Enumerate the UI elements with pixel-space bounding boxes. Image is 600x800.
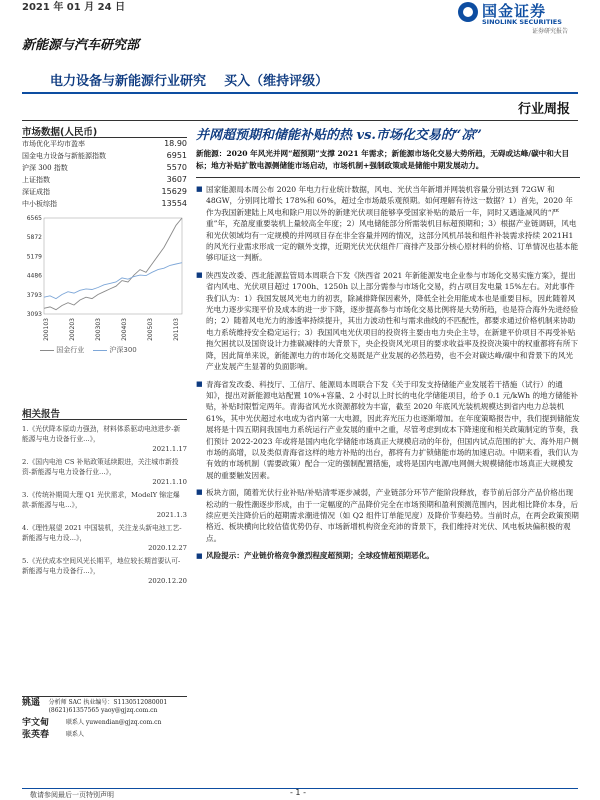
chart-frame	[44, 218, 182, 314]
market-data-row	[22, 150, 187, 162]
related-report-item[interactable]	[22, 424, 187, 454]
bullet-paragraph: ■ 陕西发改委、西北能源监管局本周联合下发《陕西省 2021 年新能源发电企业参与市场化交易实施方案》，提出省内风电、光伏项目超过 1700h、1250h 以上部分需参与市场化交易，约占项目发电量 15%左右。对此事件我们认为：1）我国发展风光电力的初衷，除减排降保因素外，降低全社会用能成本也是重要目标，因此随着风光电力逐步实现平价及成本的进一步下降，逐步提高参与市场化交易比例将是大势所趋，也是符合海外先进经验的；2）随着风电光力的渗透率持续提升，其出力波动性和与需求曲线的不匹配性，都要求通过价格机制来协助电力系统维持安全稳定运行；3）我国风电光伏项目的投资将主要由电力央企主导，在新建平价项目不再受补贴拖欠困扰以及国资设计力推碳减排的大背景下，央企投资风光项目的要求收益率及投资决策中的权重都将有所下降，因此简单来说，新能源电力的市场化交易既是产业发展的必然趋势，也不会对碳达峰/碳中和背景下的风光产业发展产生显著的负面影响。	[196, 270, 580, 373]
market-data-label: 上证指数	[22, 176, 50, 184]
industry-rating	[50, 70, 328, 89]
bullet-list	[196, 184, 580, 562]
legend-swatch-a	[40, 350, 54, 351]
market-data-title: 市场数据(人民币)	[22, 124, 187, 138]
y-tick-label: 4486	[26, 272, 42, 280]
report-summary: 新能源：2020 年风光并网“超预期”支撑 2021 年需求；新能源市场化交易大势所趋，无碍或达峰/碳中和大目标；地方补贴扩散电源侧储能市场启动，市场机制+强制政策或是储能中期发展动力。	[196, 146, 580, 178]
market-data-row	[22, 162, 187, 174]
report-date: 2021 年 01 月 24 日	[22, 2, 126, 13]
x-tick-label: 200203	[69, 318, 76, 341]
analyst-list	[22, 696, 187, 743]
x-tick-label: 201103	[173, 318, 180, 341]
sidebar	[22, 124, 187, 368]
legend-a: 国金行业	[56, 346, 85, 354]
market-data-row	[22, 198, 187, 210]
analyst	[22, 719, 187, 727]
y-tick-label: 3793	[26, 291, 42, 299]
logo-mark-icon	[458, 2, 478, 22]
analyst	[22, 699, 187, 715]
rating: 买入（维持评级）	[224, 74, 329, 89]
related-list	[22, 424, 187, 589]
market-data-label: 深证成指	[22, 188, 50, 196]
market-data-label: 国金电力设备与新能源指数	[22, 152, 106, 160]
x-tick-label: 200403	[121, 318, 128, 341]
chart-legend	[40, 345, 137, 355]
market-data-value: 6951	[166, 151, 187, 160]
related-report-item[interactable]	[22, 490, 187, 520]
y-tick-label: 5179	[26, 253, 42, 261]
page-number: - 1 -	[290, 788, 306, 797]
x-tick-label: 200503	[147, 318, 154, 341]
related-report-text: 4.《理性展望 2021 中国装机，关注龙头新电池工艺-新能源与电力设...》，	[22, 524, 182, 542]
related-report-text: 1.《光伏降本原动力强劲，材料体系驱动电池进步-新能源与电力设备行业...》，	[22, 425, 181, 443]
analyst-name: 姚遥	[22, 698, 41, 708]
main-content	[196, 124, 580, 562]
bullet-paragraph: ■ 板块方面，随着光伏行业补贴/补贴清零逐步减弱，产业链部分环节产能阶段释放，春节前后部分产品价格出现松动的一般性潮逐步形成，由于一定幅度的产品降价完全在市场预期和盈利预测范围内，因此相比降价本身，后续应更关注降价后的超期需求潮进情况（如 Q2 组件订单能见度）及降价节奏趋势。当前时点，在两会政策预期格近、板块横向比较估值优势仍存、市场新增机构资金充沛的背景下，我们维持对光伏、风电板块偏积极的观点。	[196, 487, 580, 544]
series-line	[44, 263, 182, 299]
analyst-detail: 分析师 SAC 执业编号：S1130512080001 (8621)61357565 yaoy@gjzq.com.cn	[48, 699, 168, 714]
logo-cn: 国金证券	[482, 2, 547, 20]
series-line	[44, 218, 182, 310]
analyst-detail: 联系人	[66, 731, 85, 738]
y-tick-label: 3093	[26, 311, 42, 318]
market-data-row	[22, 174, 187, 186]
bullet-paragraph: ■ 国家能源局本周公布 2020 年电力行业统计数据，风电、光伏当年新增并网装机容量分别达到 72GW 和 48GW，分别同比增长 178%和 60%，超过全市场最乐观预期。如何理解有待这一数据？1）首先，2020 年作为我国新建陆上风电和除户用以外的新建光伏项目能够享受国家补贴的最后一年，同时又遇逢减风的“严重”年，充盈度重要装机上量较高全年度；2）风电储能部分所需装机目标超预期和；3）根据产业链调研，风电和光伏领域均有一定规模的并网项目存在非全容量并网的情况，这部分风机吊装和组件补装需求持续 2021H1 的风光行业需求形成一定的额外支撑，近期光伏光伏组件厂商排产及部分核心原材料的价格、订单情况也基本能够印证这一判断。	[196, 184, 580, 264]
y-tick-label: 6565	[26, 215, 42, 222]
related-report-date: 2021.1.10	[152, 478, 187, 486]
bullet-paragraph: ■ 风险提示：产业链价格竞争激烈程度超预期；全球疫情超预期恶化。	[196, 550, 580, 561]
market-data-label: 市场优化平均市盈率	[22, 140, 85, 148]
analyst-name: 张英春	[22, 730, 50, 740]
report-headline: 并网超预期和储能补贴的热 vs.市场化交易的“凉”	[196, 128, 482, 143]
department: 新能源与汽车研究部	[22, 38, 140, 53]
market-data-label: 中小板综指	[22, 200, 57, 208]
doc-type: 行业周报	[517, 102, 570, 117]
market-data-value: 15629	[161, 187, 187, 196]
industry-name: 电力设备与新能源行业研究	[50, 74, 207, 89]
market-data-row	[22, 138, 187, 150]
legend-b: 沪深300	[109, 346, 137, 354]
logo-sub: 证券研究报告	[532, 28, 569, 35]
company-logo	[448, 0, 598, 36]
x-tick-label: 200303	[95, 318, 102, 341]
section-divider	[22, 120, 578, 121]
footer-note: 敬请参阅最后一页特别声明	[30, 791, 114, 799]
bullet-paragraph: ■ 青海省发改委、科技厅、工信厅、能源局本周联合下发《关于印发支持储能产业发展若干措施（试行）的通知》，提出对新能源电站配置 10%+容量、2 小时以上时长的电化学储能项目，给予 0.1 元/kWh 的地方储能补贴，补贴时限暂定两年。青海省风光水资源都较为丰富，截至 2020 年底风光装机规模达到省内电力总装机 61%，其中光伏超过水电成为省内第一大电源，因此弃光压力也逐渐增加。在年度策略报告中，我们提到储能发展将是十四五期间我国电力系统运行产业发展的重中之重，尽管考虑到成本下降速度和相关政策制定的节奏，我们预计 2022-2023 年或将是国内电化学储能市场真正大规模启动的年份，但国内试点范围的扩大、海外用户侧市场的高增，以及类似青海省这样的地方补贴的出台，都将有力扩锁储能市场的加速启动。中期来看，我们认为有效的市场机制（需要政策）配合一定的强制配置措施，或将是国内电源/电网侧大规模储能市场真正大规模发展的重要触发因素。	[196, 379, 580, 482]
market-data-row	[22, 186, 187, 198]
market-data-value: 13554	[161, 199, 187, 208]
related-report-text: 5.《光伏成本空间风光长期平，地位较长期首要认可-新能源与电力设备行...》，	[22, 557, 181, 575]
related-report-text: 3.《传统补期周大理 Q1 光伏需求，ModelY 锦定爆款-新能源与电...》，	[22, 491, 180, 509]
related-report-date: 2020.12.20	[148, 577, 187, 585]
market-data-value: 18.90	[164, 139, 187, 148]
related-report-item[interactable]	[22, 523, 187, 553]
analyst-detail: 联系人 yuwendian@gjzq.com.cn	[66, 719, 162, 726]
related-report-date: 2021.1.17	[152, 445, 187, 453]
market-data-table	[22, 138, 187, 210]
related-report-date: 2021.1.3	[156, 511, 187, 519]
analyst	[22, 731, 187, 739]
logo-en: SINOLINK SECURITIES	[482, 18, 562, 26]
y-tick-label: 5872	[26, 234, 42, 242]
related-report-date: 2020.12.27	[148, 544, 187, 552]
related-title: 相关报告	[22, 406, 187, 420]
legend-swatch-b	[93, 350, 107, 351]
header-divider	[22, 92, 578, 94]
related-report-item[interactable]	[22, 457, 187, 487]
analyst-name: 宇文甸	[22, 718, 50, 728]
related-report-item[interactable]	[22, 556, 187, 586]
related-report-text: 2.《国内电池 CS 补贴政策延续跟进，关注城市新投资-新能源与电力设备行业...》，	[22, 458, 179, 476]
market-data-value: 5570	[166, 163, 187, 172]
x-tick-label: 200103	[43, 318, 50, 341]
market-data-value: 3607	[166, 175, 187, 184]
index-chart	[22, 214, 187, 364]
market-data-label: 沪深 300 指数	[22, 164, 68, 172]
